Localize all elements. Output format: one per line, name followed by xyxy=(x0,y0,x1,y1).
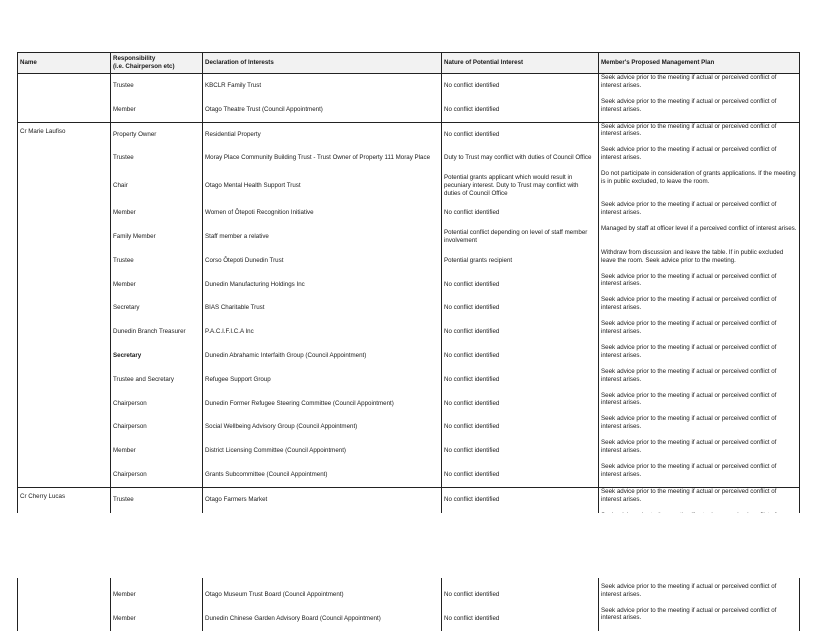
cell-responsibility: Chair xyxy=(111,170,203,201)
cell-plan: Seek advice prior to the meeting if actual or perceived conflict of interest arises. xyxy=(599,344,800,368)
page-bottom-margin xyxy=(0,513,818,578)
cell-nature: No conflict identified xyxy=(442,344,599,368)
cell-nature: No conflict identified xyxy=(442,415,599,439)
cell-name xyxy=(18,225,111,249)
cell-declaration: Grants Subcommittee (Council Appointment) xyxy=(203,463,442,487)
cell-responsibility: Trustee xyxy=(111,249,203,273)
cell-plan: Managed by staff at officer level if a perceived conflict of interest arises. xyxy=(599,225,800,249)
cell-nature: No conflict identified xyxy=(442,463,599,487)
table-row xyxy=(18,296,800,320)
cell-responsibility: Secretary xyxy=(111,296,203,320)
cell-nature: No conflict identified xyxy=(442,74,599,98)
cell-responsibility: Dunedin Branch Treasurer xyxy=(111,320,203,344)
table-row xyxy=(18,201,800,225)
cell-name xyxy=(18,415,111,439)
cell-name xyxy=(18,170,111,201)
cell-responsibility: Property Owner xyxy=(111,122,203,146)
cell-plan: Seek advice prior to the meeting if actual or perceived conflict of interest arises. xyxy=(599,146,800,170)
cell-nature: No conflict identified xyxy=(442,201,599,225)
cell-responsibility: Chairperson xyxy=(111,392,203,416)
cell-name: Cr Marie Laufiso xyxy=(18,122,111,146)
cell-responsibility: Member xyxy=(111,583,203,607)
table-row xyxy=(18,439,800,463)
cell-name xyxy=(18,273,111,297)
cell-plan: Seek advice prior to the meeting if actual or perceived conflict of interest arises. xyxy=(599,583,800,607)
cell-name xyxy=(18,368,111,392)
cell-declaration: District Licensing Committee (Council Appointment) xyxy=(203,439,442,463)
cell-name xyxy=(18,296,111,320)
cell-declaration: Otago Museum Trust Board (Council Appointment) xyxy=(203,583,442,607)
cell-nature: No conflict identified xyxy=(442,368,599,392)
cell-nature: Duty to Trust may conflict with duties of Council Office xyxy=(442,146,599,170)
cell-name xyxy=(18,583,111,607)
cell-name xyxy=(18,607,111,631)
cell-responsibility: Chairperson xyxy=(111,415,203,439)
cell-plan: Seek advice prior to the meeting if actual or perceived conflict of interest arises. xyxy=(599,320,800,344)
cell-declaration: Corso Ōtepoti Dunedin Trust xyxy=(203,249,442,273)
cell-nature: No conflict identified xyxy=(442,607,599,631)
cell-plan: Withdraw from discussion and leave the table. If in public excluded leave the room. Seek advice prior to the meeting. xyxy=(599,249,800,273)
header-responsibility-line2: (i.e. Chairperson etc) xyxy=(113,63,175,70)
cell-declaration: Dunedin Manufacturing Holdings Inc xyxy=(203,273,442,297)
cell-plan: Do not participate in consideration of grants applications. If the meeting is in public excluded, to leave the room. xyxy=(599,170,800,201)
cell-plan: Seek advice prior to the meeting if actual or perceived conflict of interest arises. xyxy=(599,415,800,439)
table-row xyxy=(18,170,800,201)
cell-responsibility: Trustee xyxy=(111,74,203,98)
cell-responsibility: Secretary xyxy=(111,344,203,368)
cell-plan: Seek advice prior to the meeting if actual or perceived conflict of interest arises. xyxy=(599,439,800,463)
cell-nature: Potential grants recipient xyxy=(442,249,599,273)
cell-declaration: BIAS Charitable Trust xyxy=(203,296,442,320)
table-row xyxy=(18,368,800,392)
cell-nature: Potential grants applicant which would result in pecuniary interest. Duty to Trust may conflict with duties of Council Office xyxy=(442,170,599,201)
table-row xyxy=(18,249,800,273)
cell-name xyxy=(18,74,111,98)
table-row xyxy=(18,320,800,344)
cell-nature: No conflict identified xyxy=(442,392,599,416)
header-responsibility-line1: Responsibility xyxy=(113,55,156,63)
cell-name xyxy=(18,98,111,122)
table-row xyxy=(18,463,800,487)
cell-responsibility: Family Member xyxy=(111,225,203,249)
cell-plan: Seek advice prior to the meeting if actual or perceived conflict of interest arises. xyxy=(599,392,800,416)
cell-declaration: P.A.C.I.F.I.C.A Inc xyxy=(203,320,442,344)
cell-plan: Seek advice prior to the meeting if actual or perceived conflict of interest arises. xyxy=(599,201,800,225)
cell-plan: Seek advice prior to the meeting if actual or perceived conflict of interest arises. xyxy=(599,122,800,146)
table-row xyxy=(18,146,800,170)
cell-declaration: Dunedin Chinese Garden Advisory Board (Council Appointment) xyxy=(203,607,442,631)
cell-declaration: Residential Property xyxy=(203,122,442,146)
cell-declaration: Women of Ōtepoti Recognition Initiative xyxy=(203,201,442,225)
cell-declaration: Otago Mental Health Support Trust xyxy=(203,170,442,201)
cell-responsibility: Member xyxy=(111,273,203,297)
cell-declaration: Refugee Support Group xyxy=(203,368,442,392)
cell-name xyxy=(18,392,111,416)
cell-plan: Seek advice prior to the meeting if actual or perceived conflict of interest arises. xyxy=(599,98,800,122)
header-plan: Member's Proposed Management Plan xyxy=(599,53,800,74)
header-responsibility xyxy=(111,53,203,74)
cell-name xyxy=(18,249,111,273)
table-row xyxy=(18,392,800,416)
cell-name xyxy=(18,146,111,170)
cell-responsibility: Trustee xyxy=(111,487,203,511)
cell-plan: Seek advice prior to the meeting if actual or perceived conflict of interest arises. xyxy=(599,296,800,320)
cell-name xyxy=(18,201,111,225)
table-row xyxy=(18,583,800,607)
cell-declaration: Moray Place Community Building Trust - Trust Owner of Property 111 Moray Place xyxy=(203,146,442,170)
table-row xyxy=(18,607,800,631)
cell-nature: No conflict identified xyxy=(442,273,599,297)
table-row xyxy=(18,122,800,146)
cell-responsibility: Chairperson xyxy=(111,463,203,487)
cell-responsibility: Member xyxy=(111,98,203,122)
cell-declaration: KBCLR Family Trust xyxy=(203,74,442,98)
cell-responsibility: Member xyxy=(111,607,203,631)
table-row xyxy=(18,487,800,511)
cell-declaration: Dunedin Abrahamic Interfaith Group (Council Appointment) xyxy=(203,344,442,368)
cell-responsibility: Member xyxy=(111,201,203,225)
cell-plan: Seek advice prior to the meeting if actual or perceived conflict of interest arises. xyxy=(599,368,800,392)
cell-responsibility: Trustee and Secretary xyxy=(111,368,203,392)
cell-nature: No conflict identified xyxy=(442,439,599,463)
cell-name: Cr Cherry Lucas xyxy=(18,487,111,511)
cell-plan: Seek advice prior to the meeting if actual or perceived conflict of interest arises. xyxy=(599,273,800,297)
cell-plan: Seek advice prior to the meeting if actual or perceived conflict of interest arises. xyxy=(599,74,800,98)
cell-nature: Potential conflict depending on level of staff member involvement xyxy=(442,225,599,249)
cell-nature: No conflict identified xyxy=(442,487,599,511)
cell-nature: No conflict identified xyxy=(442,296,599,320)
cell-nature: No conflict identified xyxy=(442,320,599,344)
cell-declaration: Staff member a relative xyxy=(203,225,442,249)
header-declaration: Declaration of Interests xyxy=(203,53,442,74)
table-row xyxy=(18,273,800,297)
cell-plan: Seek advice prior to the meeting if actual or perceived conflict of interest arises. xyxy=(599,487,800,511)
cell-plan: Seek advice prior to the meeting if actual or perceived conflict of interest arises. xyxy=(599,463,800,487)
cell-plan: Seek advice prior to the meeting if actual or perceived conflict of interest arises. xyxy=(599,607,800,631)
cell-name xyxy=(18,439,111,463)
cell-name xyxy=(18,320,111,344)
cell-name xyxy=(18,344,111,368)
cell-declaration: Dunedin Former Refugee Steering Committee (Council Appointment) xyxy=(203,392,442,416)
cell-responsibility: Member xyxy=(111,439,203,463)
header-name: Name xyxy=(18,53,111,74)
cell-declaration: Otago Farmers Market xyxy=(203,487,442,511)
cell-nature: No conflict identified xyxy=(442,583,599,607)
cell-nature: No conflict identified xyxy=(442,98,599,122)
table-row xyxy=(18,415,800,439)
cell-declaration: Otago Theatre Trust (Council Appointment) xyxy=(203,98,442,122)
cell-declaration: Social Wellbeing Advisory Group (Council Appointment) xyxy=(203,415,442,439)
cell-name xyxy=(18,463,111,487)
table-row xyxy=(18,74,800,98)
table-row xyxy=(18,98,800,122)
header-row xyxy=(18,53,800,74)
header-nature: Nature of Potential Interest xyxy=(442,53,599,74)
table-row xyxy=(18,225,800,249)
cell-nature: No conflict identified xyxy=(442,122,599,146)
table-row xyxy=(18,344,800,368)
cell-responsibility: Trustee xyxy=(111,146,203,170)
